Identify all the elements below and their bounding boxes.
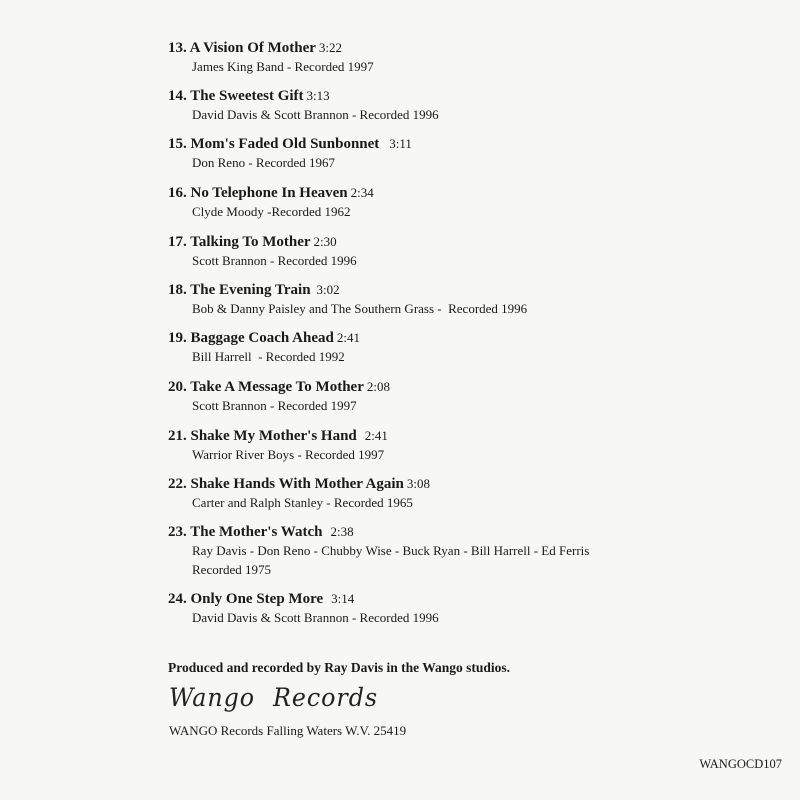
track-title: 21. Shake My Mother's Hand: [168, 428, 357, 444]
track-item: [168, 281, 788, 329]
track-credit: Warrior River Boys - Recorded 1997: [192, 447, 385, 462]
track-item: [168, 378, 788, 427]
track-duration: 3:02: [316, 282, 340, 297]
track-credit: Carter and Ralph Stanley - Recorded 1965: [192, 495, 413, 510]
track-item: [168, 590, 788, 638]
track-duration: 3:13: [306, 88, 330, 103]
track-item: [168, 329, 788, 378]
track-item: [168, 39, 788, 87]
track-title: 23. The Mother's Watch: [168, 524, 323, 540]
track-credit: Scott Brannon - Recorded 1996: [192, 253, 357, 268]
production-credit: Produced and recorded by Ray Davis in the Wango studios.: [168, 660, 511, 675]
track-duration: 3:22: [318, 40, 343, 55]
track-item: [168, 523, 788, 590]
track-credit: Recorded 1975: [192, 562, 272, 577]
track-item: [168, 233, 788, 281]
track-duration: 2:08: [366, 379, 390, 394]
track-item: [168, 87, 788, 135]
track-credit: Bob & Danny Paisley and The Southern Grass - Recorded 1996: [192, 301, 528, 316]
track-list: [168, 39, 788, 638]
track-credit: Bill Harrell - Recorded 1992: [192, 349, 345, 364]
track-credit: Ray Davis - Don Reno - Chubby Wise - Buck Ryan - Bill Harrell - Ed Ferris: [192, 543, 590, 558]
track-duration: 2:38: [330, 524, 354, 539]
track-title: 14. The Sweetest Gift: [168, 88, 304, 104]
track-item: [168, 135, 788, 184]
label-address: WANGO Records Falling Waters W.V. 25419: [169, 723, 407, 738]
track-duration: 2:34: [350, 185, 374, 200]
track-credit: David Davis & Scott Brannon - Recorded 1996: [192, 610, 439, 625]
track-title: 16. No Telephone In Heaven: [168, 185, 348, 201]
track-title: 24. Only One Step More: [168, 591, 324, 607]
track-title: 13. A Vision Of Mother: [168, 40, 316, 56]
track-title: 17. Talking To Mother: [168, 234, 311, 250]
track-item: [168, 475, 788, 523]
track-duration: 3:08: [406, 476, 431, 491]
track-credit: Don Reno - Recorded 1967: [192, 155, 335, 170]
track-item: [168, 184, 788, 233]
catalog-number: WANGOCD107: [699, 757, 782, 771]
track-credit: Scott Brannon - Recorded 1997: [192, 398, 357, 413]
track-duration: 2:41: [336, 330, 360, 345]
track-title: 15. Mom's Faded Old Sunbonnet: [168, 136, 380, 152]
track-duration: 3:14: [331, 591, 355, 606]
track-credit: Clyde Moody -Recorded 1962: [192, 204, 351, 219]
track-credit: David Davis & Scott Brannon - Recorded 1996: [192, 107, 439, 122]
track-item: [168, 427, 788, 475]
track-duration: 2:30: [313, 234, 337, 249]
wango-records-logo: Wango Records: [169, 683, 378, 712]
track-title: 19. Baggage Coach Ahead: [168, 330, 334, 346]
track-title: 18. The Evening Train: [168, 282, 311, 298]
track-duration: 2:41: [364, 428, 388, 443]
track-credit: James King Band - Recorded 1997: [192, 59, 374, 74]
track-title: 20. Take A Message To Mother: [168, 379, 364, 395]
track-title: 22. Shake Hands With Mother Again: [168, 476, 404, 492]
track-duration: 3:11: [389, 136, 412, 151]
